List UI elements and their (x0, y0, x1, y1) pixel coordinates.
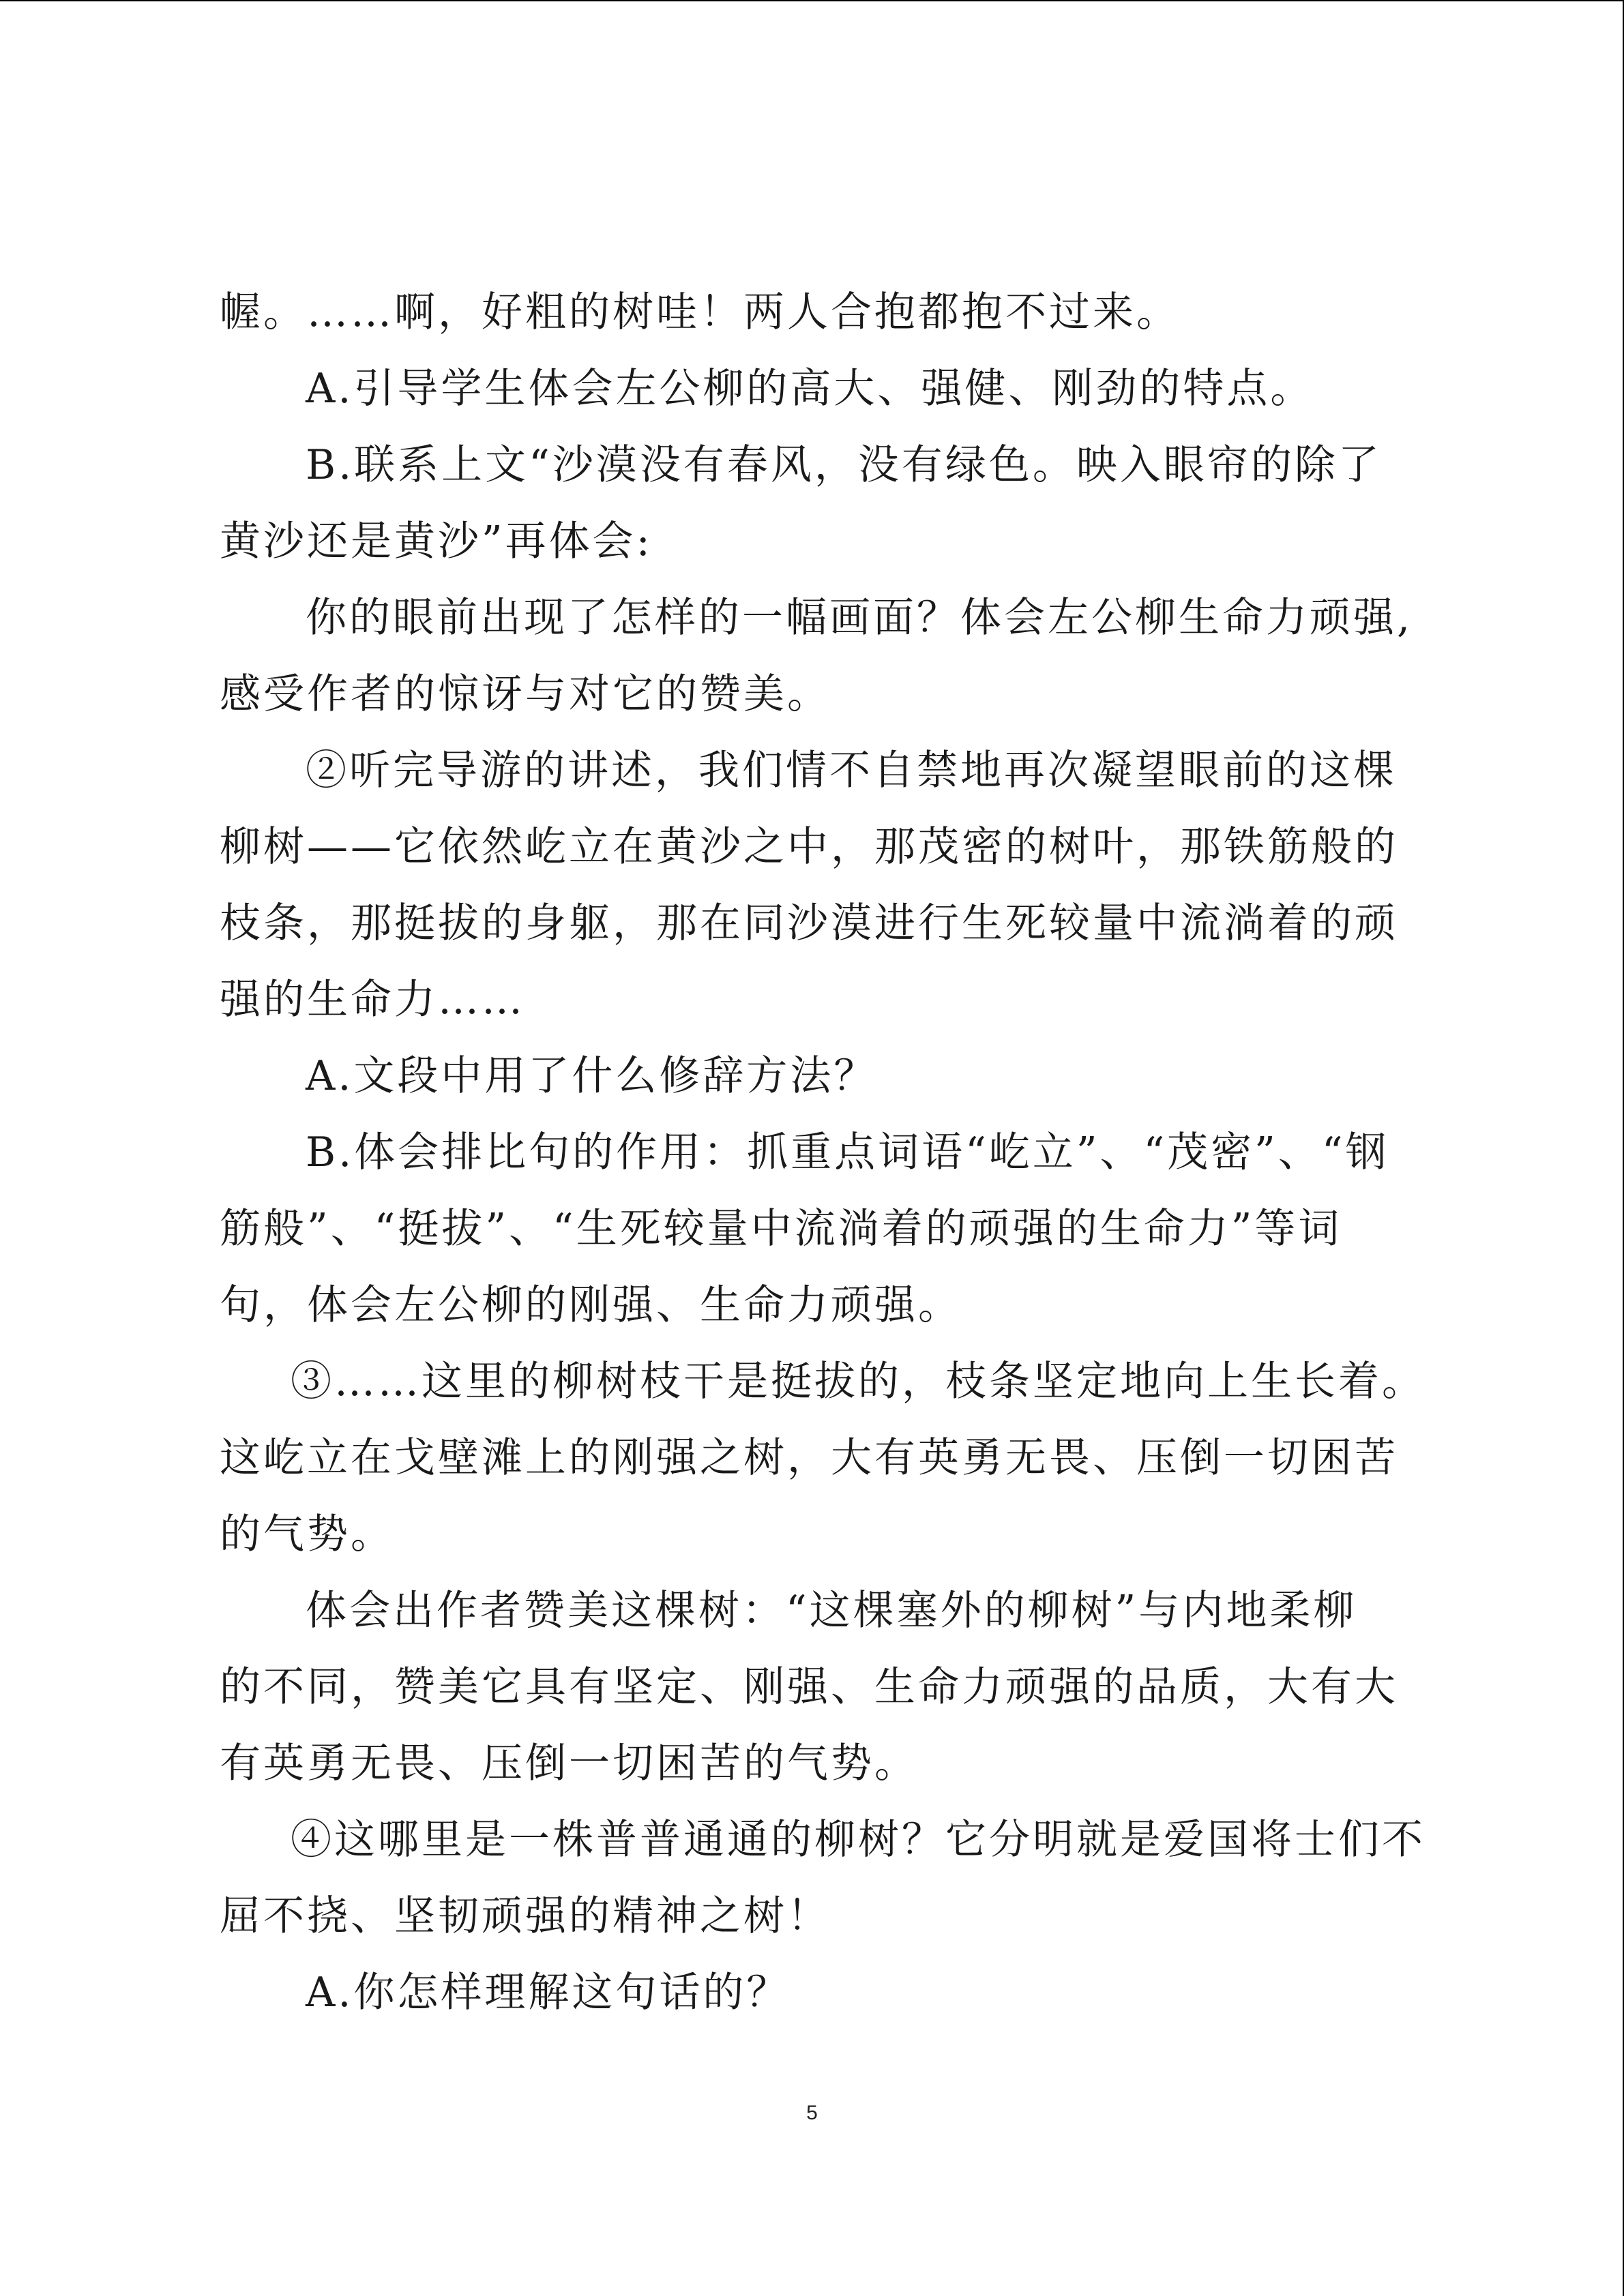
text-line: B.体会排比句的作用：抓重点词语“屹立”、“茂密”、“钢 (306, 1129, 1389, 1176)
text-line: ④这哪里是一株普普通通的柳树？它分明就是爱国将士们不 (291, 1816, 1426, 1864)
text-line: 的不同，赞美它具有坚定、刚强、生命力顽强的品质，大有大 (220, 1663, 1398, 1711)
body-text (220, 274, 1426, 2031)
text-line: A.你怎样理解这句话的？ (306, 1969, 791, 2016)
text-line: 强的生命力…… (220, 976, 525, 1024)
text-line: ②听完导游的讲述，我们情不自禁地再次凝望眼前的这棵 (306, 747, 1397, 794)
text-line: A.引导学生体会左公柳的高大、强健、刚劲的特点。 (306, 365, 1314, 413)
text-line: 感受作者的惊讶与对它的赞美。 (220, 670, 831, 718)
page-number: 5 (806, 2102, 818, 2124)
text-line: 有英勇无畏、压倒一切困苦的气势。 (220, 1740, 918, 1787)
text-line: 黄沙还是黄沙”再体会: (220, 518, 653, 565)
text-line: 这屹立在戈壁滩上的刚强之树，大有英勇无畏、压倒一切困苦 (220, 1434, 1398, 1482)
text-line: 屈不挠、坚韧顽强的精神之树！ (220, 1892, 831, 1940)
text-line: 柳树——它依然屹立在黄沙之中，那茂密的树叶，那铁筋般的 (220, 823, 1398, 871)
text-line: 枝条，那挺拔的身躯，那在同沙漠进行生死较量中流淌着的顽 (220, 899, 1398, 947)
text-line: 幄。……啊，好粗的树哇！两人合抱都抱不过来。 (220, 288, 1180, 336)
text-line: B.联系上文“沙漠没有春风，没有绿色。映入眼帘的除了 (306, 441, 1382, 489)
text-line: 句，体会左公柳的刚强、生命力顽强。 (220, 1281, 962, 1329)
text-line: ③……这里的柳树枝干是挺拔的，枝条坚定地向上生长着。 (291, 1358, 1426, 1405)
text-line: 筋般”、“挺拔”、“生死较量中流淌着的顽强的生命力”等词 (220, 1205, 1342, 1253)
text-line: A.文段中用了什么修辞方法？ (306, 1052, 878, 1100)
text-line: 的气势。 (220, 1510, 394, 1558)
text-line: 你的眼前出现了怎样的一幅画面？体会左公柳生命力顽强, (306, 594, 1413, 642)
text-line: 体会出作者赞美这棵树：“这棵塞外的柳树”与内地柔柳 (306, 1587, 1357, 1635)
